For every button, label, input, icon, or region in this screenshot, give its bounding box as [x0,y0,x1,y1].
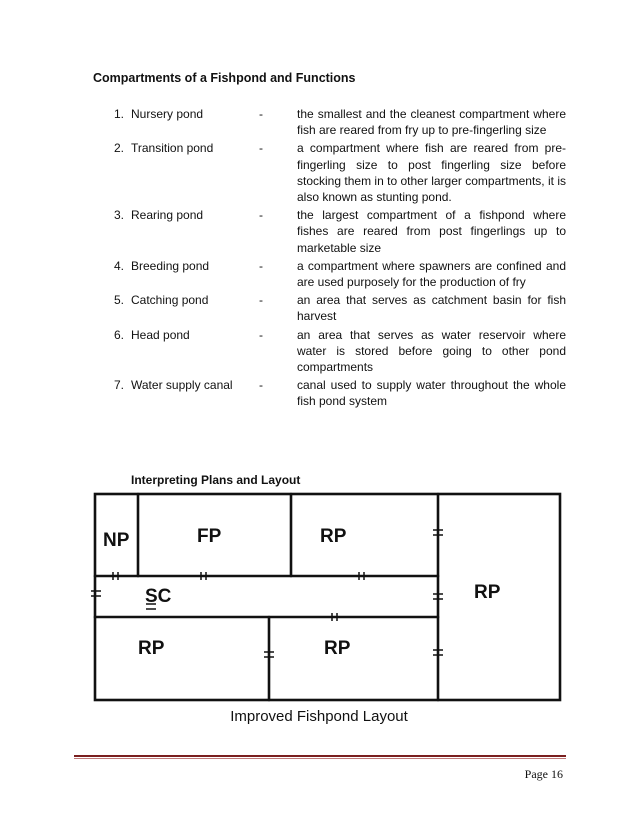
label-rearing-pond-right: RP [474,582,501,603]
list-item [114,292,566,324]
item-number: 2. [114,141,125,156]
item-description: a compartment where fish are reared from pre-fingerling size to post fingerling size before stocking them in to other larger compartments, it is also known as stunting pond. [297,141,566,205]
item-description: an area that serves as catchment basin for fish harvest [297,293,566,324]
list-item [114,327,566,376]
subheading: Interpreting Plans and Layout [131,473,301,487]
item-dash: - [259,258,263,273]
label-rearing-pond-top: RP [320,526,347,547]
item-number: 1. [114,107,125,121]
item-term: Head pond [131,327,190,342]
item-dash: - [259,293,263,308]
list-item [114,258,566,290]
item-term: Nursery pond [131,107,204,121]
item-description: the largest compartment of a fishpond where fishes are reared from post fingerlings up to marketable size [297,208,566,255]
item-term: Breeding pond [131,258,210,273]
label-nursery-pond: NP [103,530,130,551]
list-item [114,207,566,256]
item-description: a compartment where spawners are confined and are used purposely for the production of fry [297,258,566,290]
item-dash: - [259,208,263,223]
list-item [114,140,566,205]
item-number: 6. [114,327,125,342]
item-number: 5. [114,293,125,308]
section-heading: Compartments of a Fishpond and Functions [93,71,356,85]
item-dash: - [259,141,263,156]
label-rearing-pond-bottom-left: RP [138,638,165,659]
item-dash: - [259,378,263,393]
item-number: 7. [114,378,125,393]
figure-caption: Improved Fishpond Layout [230,708,408,725]
fishpond-layout-diagram [91,492,565,706]
footer-rule-thin [74,758,566,759]
list-item [114,377,566,409]
page-number: Page 16 [524,767,563,781]
footer-rule [74,755,566,757]
label-fry-pond: FP [197,526,222,547]
item-description: an area that serves as water reservoir where water is stored before going to other pond compartments [297,327,566,375]
item-description: the smallest and the cleanest compartment where fish are reared from fry up to pre-fingerling size [297,107,566,138]
item-description: canal used to supply water throughout the whole fish pond system [297,378,566,409]
label-supply-canal: SC [145,586,172,607]
item-term: Rearing pond [131,208,204,223]
item-term: Catching pond [131,293,209,308]
item-number: 4. [114,258,125,273]
compartment-list [114,106,566,412]
item-term: Transition pond [131,141,214,156]
label-rearing-pond-bottom-mid: RP [324,638,351,659]
item-number: 3. [114,208,125,223]
item-dash: - [259,107,263,121]
item-term: Water supply canal [131,378,233,393]
item-dash: - [259,327,263,342]
list-item [114,106,566,138]
